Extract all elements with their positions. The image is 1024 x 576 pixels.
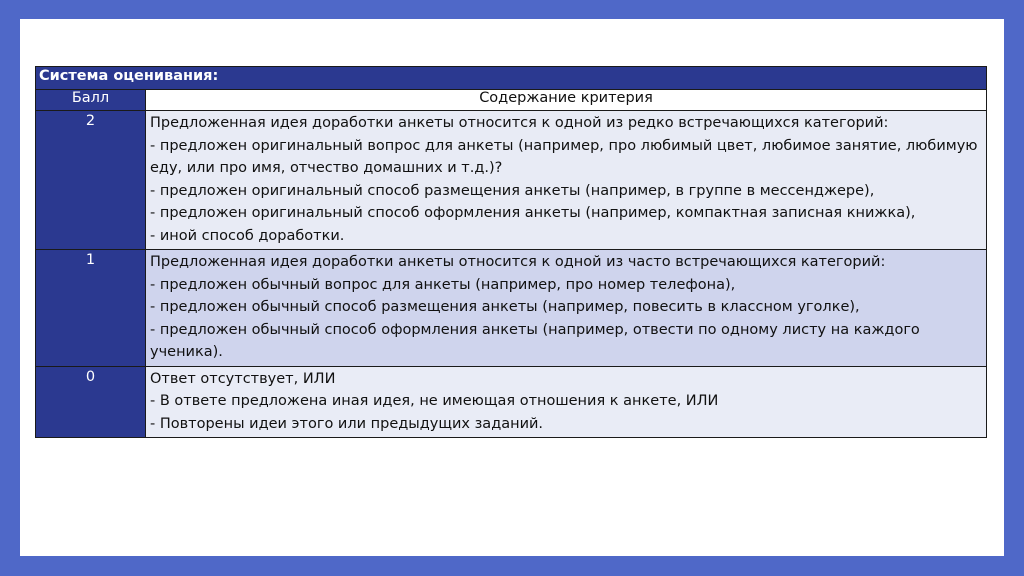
table-row <box>36 366 987 438</box>
criteria-cell <box>146 111 987 250</box>
table-header-row <box>36 90 987 111</box>
criteria-line: - предложен оригинальный вопрос для анкеты (например, про любимый цвет, любимое занятие, любимую еду, или про имя, отчество домашних и т.д.)? <box>150 137 978 176</box>
header-score: Балл <box>36 90 146 111</box>
criteria-line: - предложен обычный способ размещения анкеты (например, повесить в классном уголке), <box>150 299 860 315</box>
table-row <box>36 250 987 367</box>
score-cell: 1 <box>36 250 146 367</box>
table-title-row <box>36 67 987 90</box>
criteria-line: Ответ отсутствует, ИЛИ <box>150 370 336 387</box>
table-row <box>36 111 987 250</box>
score-cell: 2 <box>36 111 146 250</box>
criteria-line: - предложен оригинальный способ размещения анкеты (например, в группе в мессенджере), <box>150 182 875 199</box>
criteria-line: - предложен обычный способ оформления анкеты (например, отвести по одному листу на каждого ученика). <box>150 321 920 360</box>
criteria-cell <box>146 250 987 367</box>
header-content: Содержание критерия <box>146 90 987 111</box>
criteria-line: - В ответе предложена иная идея, не имеющая отношения к анкете, ИЛИ <box>150 393 719 409</box>
criteria-line: - Повторены идеи этого или предыдущих заданий. <box>150 415 544 432</box>
criteria-cell <box>146 366 987 438</box>
criteria-line: - предложен обычный вопрос для анкеты (например, про номер телефона), <box>150 276 736 293</box>
criteria-line: Предложенная идея доработки анкеты относится к одной из часто встречающихся категорий: <box>150 254 886 270</box>
table-title: Система оценивания: <box>36 67 987 90</box>
criteria-table <box>35 66 987 438</box>
criteria-line: Предложенная идея доработки анкеты относится к одной из редко встречающихся категорий: <box>150 115 889 131</box>
slide <box>20 19 1004 556</box>
criteria-line: - иной способ доработки. <box>150 227 345 244</box>
criteria-line: - предложен оригинальный способ оформления анкеты (например, компактная записная книжка), <box>150 205 916 221</box>
score-cell: 0 <box>36 366 146 438</box>
